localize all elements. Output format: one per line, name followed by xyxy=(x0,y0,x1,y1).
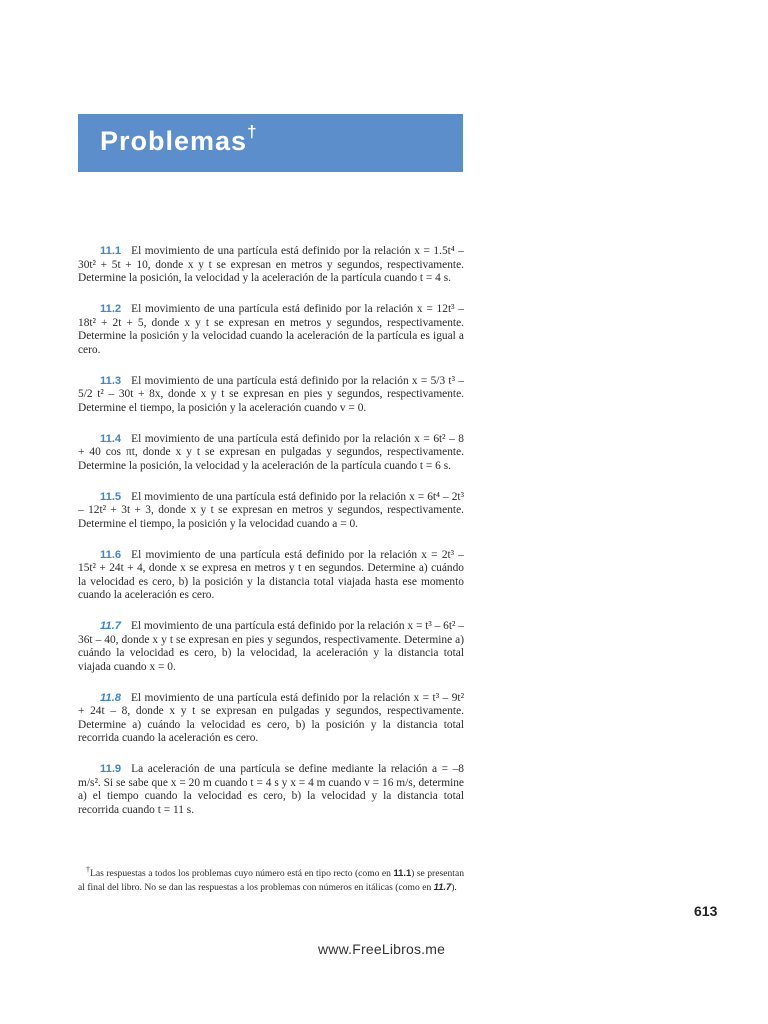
problem-item xyxy=(78,491,464,532)
problem-number: 11.9 xyxy=(100,763,122,775)
problem-item xyxy=(78,692,464,746)
problem-item xyxy=(78,245,464,286)
footnote-text-part2: ) se presentan al final del libro. No se dan las respuestas a los problemas con números en itálicas (como en xyxy=(78,868,465,893)
problem-number: 11.3 xyxy=(100,374,122,387)
problem-text: El movimiento de una partícula está definido por la relación x = 12t³ – 18t² + 2t + 5, donde x y t se expresan en metros y segundos, respectivamente. Determine la posición y la velocidad cuando la aceleración de la partícula es igual a cero. xyxy=(78,303,464,356)
problem-list xyxy=(78,245,464,835)
site-url[interactable]: www.FreeLibros.me xyxy=(318,941,446,957)
footnote-example-italic: 11.7 xyxy=(433,880,452,892)
problem-item xyxy=(78,620,464,674)
problem-number: 11.5 xyxy=(100,490,122,503)
problem-number: 11.6 xyxy=(100,548,122,561)
problem-text: El movimiento de una partícula está definido por la relación x = 2t³ – 15t² + 24t + 4, donde x se expresa en metros y t en segundos. Determine a) cuándo la velocidad es cero, b) la posición y la distancia total viajada hasta ese momento cuando la aceleración es cero. xyxy=(78,548,464,601)
problem-item xyxy=(78,303,464,357)
footnote-text-part1: Las respuestas a todos los problemas cuyo número está en tipo recto (como en xyxy=(90,868,394,879)
problem-number: 11.4 xyxy=(100,432,122,445)
problem-number: 11.2 xyxy=(100,303,122,315)
problem-item xyxy=(78,375,464,416)
problem-number: 11.8 xyxy=(100,691,121,704)
section-title xyxy=(100,122,258,157)
footnote-text-part3: ). xyxy=(451,881,457,893)
problem-text: El movimiento de una partícula está definido por la relación x = 5/3 t³ – 5/2 t² – 30t + 8x, donde x y t se expresan en pies y segundos, respectivamente. Determine el tiempo, la posición y la aceleración cuando v = 0. xyxy=(78,374,464,414)
problem-item xyxy=(78,763,464,817)
problem-number: 11.1 xyxy=(100,245,122,257)
problem-text: La aceleración de una partícula se define mediante la relación a = –8 m/s². Si se sabe que x = 20 m cuando t = 4 s y x = 4 m cuando v = 16 m/s, determine a) el tiempo cuando la velocidad es cero, b) la velocidad y la distancia total recorrida cuando t = 11 s. xyxy=(78,763,464,816)
footnote xyxy=(78,864,465,894)
footnote-example-upright: 11.1 xyxy=(393,867,412,878)
section-title-text: Problemas xyxy=(100,126,248,156)
problem-number: 11.7 xyxy=(100,620,121,632)
page-number: 613 xyxy=(694,903,718,919)
section-title-dagger: † xyxy=(247,122,258,141)
problem-item xyxy=(78,433,464,474)
problem-text: El movimiento de una partícula está definido por la relación x = 1.5t⁴ – 30t² + 5t + 10, donde x y t se expresan en metros y segundos, respectivamente. Determine la posición, la velocidad y la aceleración de la partícula cuando t = 4 s. xyxy=(78,245,464,284)
problem-text: El movimiento de una partícula está definido por la relación x = t³ – 6t² – 36t – 40, donde x y t se expresan en pies y segundos, respectivamente. Determine a) cuándo la velocidad es cero, b) la velocidad, la aceleración y la distancia total viajada cuando x = 0. xyxy=(78,620,465,673)
problem-text: El movimiento de una partícula está definido por la relación x = 6t⁴ – 2t³ – 12t² + 3t + 3, donde x y t se expresan en metros y segundos, respectivamente. Determine el tiempo, la posición y la velocidad cuando a = 0. xyxy=(78,490,464,530)
problem-text: El movimiento de una partícula está definido por la relación x = t³ – 9t² + 24t – 8, donde x y t se expresan en pulgadas y segundos, respectivamente. Determine a) cuándo la velocidad es cero, b) la posición y la distancia total recorrida cuando la aceleración es cero. xyxy=(78,691,464,744)
problem-item xyxy=(78,549,464,603)
footnote-dagger: † xyxy=(86,864,91,874)
problem-text: El movimiento de una partícula está definido por la relación x = 6t² – 8 + 40 cos πt, donde x y t se expresan en pulgadas y segundos, respectivamente. Determine la posición, la velocidad y la aceleración de la partícula cuando t = 6 s. xyxy=(78,432,464,472)
